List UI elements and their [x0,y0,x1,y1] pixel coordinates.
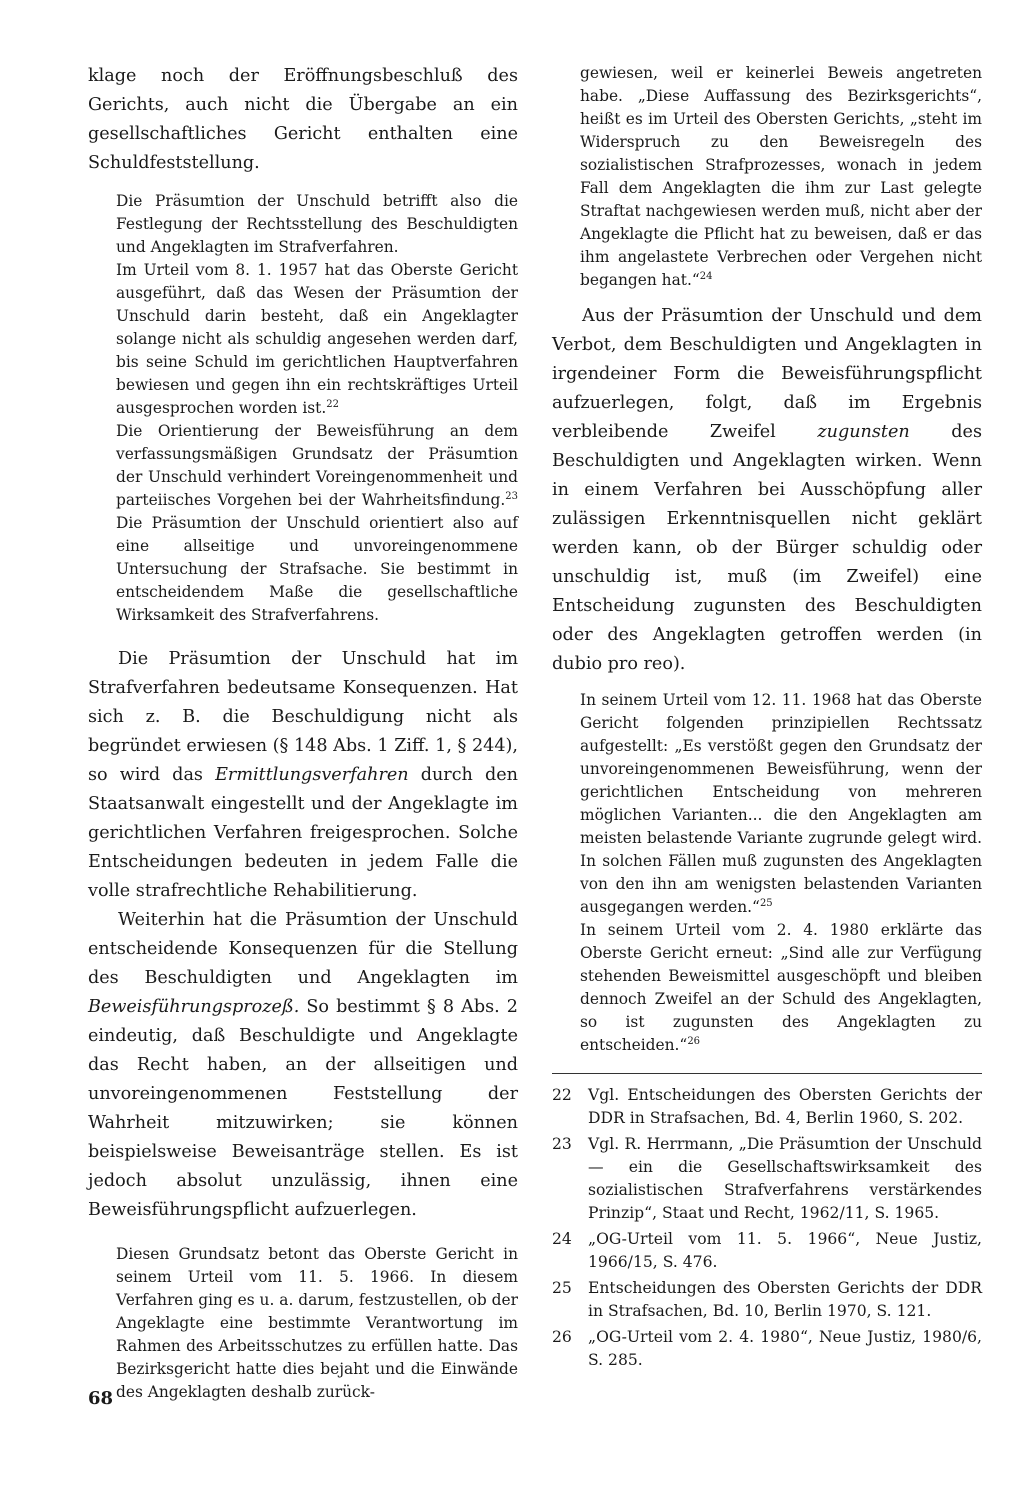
footnote [552,1084,982,1130]
emphasis: Ermittlungsverfahren [215,765,409,785]
emphasis: Beweisführungsprozeß. [88,997,300,1017]
footnote-ref: 25 [759,897,773,909]
paragraph-text: Im Urteil vom 8. 1. 1957 hat das Oberste Gericht ausgeführt, daß das Wesen der Präsumtion der Unschuld darin besteht, daß ein Angeklagter solange nicht als schuldig angesehen werden darf, bis seine Schuld im gerichtlichen Hauptverfahren bewiesen und gegen ihn ein rechtskräftiges Urteil ausgesprochen worden ist. [116,261,518,417]
indented-paragraph [552,689,982,919]
footnote-number: 23 [552,1135,572,1153]
footnote-text: „OG-Urteil vom 11. 5. 1966“, Neue Justiz, 1966/15, S. 476. [588,1230,982,1271]
page-number: 68 [88,1388,114,1409]
footnote-text: „OG-Urteil vom 2. 4. 1980“, Neue Justiz, 1980/6, S. 285. [588,1328,982,1369]
footnote-ref: 23 [505,490,518,502]
paragraph [88,645,518,906]
footnote-text: Vgl. Entscheidungen des Obersten Gerichts der DDR in Strafsachen, Bd. 4, Berlin 1960, S. 202. [588,1086,982,1127]
footnote-ref: 24 [699,270,713,282]
footnote [552,1277,982,1323]
paragraph [88,906,518,1225]
footnote-text: Vgl. R. Herrmann, „Die Präsumtion der Unschuld — ein die Gesellschaftswirksamkeit des sozialistischen Strafverfahrens verstärkendes Prinzip“, Staat und Recht, 1962/11, S. 1965. [588,1135,982,1222]
footnote [552,1133,982,1225]
paragraph: klage noch der Eröffnungsbeschluß des Gerichts, auch nicht die Übergabe an ein gesellschaftliches Gericht enthalten eine Schuldfeststellung. [88,66,518,173]
paragraph [552,302,982,679]
indented-paragraph [552,62,982,292]
footnote-ref: 26 [687,1035,701,1047]
footnote [552,1228,982,1274]
footnote-text: Entscheidungen des Obersten Gerichts der DDR in Strafsachen, Bd. 10, Berlin 1970, S. 121. [588,1279,982,1320]
left-column [88,62,518,1404]
paragraph-text: So bestimmt § 8 Abs. 2 eindeutig, daß Beschuldigte und Angeklagte das Recht haben, an der allseitigen und unvoreingenommenen Feststellung der Wahrheit mitzuwirken; sie können beispielsweise Beweisanträge stellen. Es ist jedoch absolut unzulässig, ihnen eine Beweisführungspflicht aufzuerlegen. [88,997,518,1220]
emphasis: zugunsten [817,422,910,442]
paragraph-text: Die Präsumtion der Unschuld orientiert also auf eine allseitige und unvoreingenommene Untersuchung der Strafsache. Sie bestimmt in entscheidendem Maße die gesellschaftliche Wirksamkeit des Strafverfahrens. [116,514,518,624]
paragraph-text: In seinem Urteil vom 12. 11. 1968 hat das Oberste Gericht folgenden prinzipiellen Rechtssatz aufgestellt: „Es verstößt gegen den Grundsatz der unvoreingenommenen Beweisführung, wenn der gerichtlichen Entscheidung von mehreren möglichen Varianten... die den Angeklagten am meisten belastende Variante zugrunde gelegt wird. In solchen Fällen muß zugunsten des Angeklagten von den ihn am wenigsten belastenden Varianten ausgegangen werden.“ [580,691,982,916]
footnote-number: 24 [552,1230,572,1248]
footnotes [552,1084,982,1372]
paragraph-text: durch den Staatsanwalt eingestellt und der Angeklagte im gerichtlichen Verfahren freigesprochen. Solche Entscheidungen bedeuten in jedem Falle die volle strafrechtliche Rehabilitierung. [88,765,518,901]
footnote-number: 22 [552,1086,572,1104]
paragraph-text: In seinem Urteil vom 2. 4. 1980 erklärte das Oberste Gericht erneut: „Sind alle zur Verfügung stehenden Beweismittel ausgeschöpft und bleiben dennoch Zweifel an der Schuld des Angeklagten, so ist zugunsten des Angeklagten zu entscheiden.“ [580,921,982,1054]
footnote-number: 25 [552,1279,572,1297]
paragraph-text: Aus der Präsumtion der Unschuld und dem Verbot, dem Beschuldigten und Angeklagten in irgendeiner Form die Beweisführungspflicht aufzuerlegen, folgt, daß im Ergebnis verbleibende Zweifel [552,306,982,442]
footnote [552,1326,982,1372]
right-column [552,62,982,1375]
indented-paragraph: Diesen Grundsatz betont das Oberste Gericht in seinem Urteil vom 11. 5. 1966. In diesem Verfahren ging es u. a. darum, festzustellen, ob der Angeklagte eine bestimmte Verantwortung im Rahmen des Arbeitsschutzes zu erfüllen hatte. Das Bezirksgericht hatte dies bejaht und die Einwände des Angeklagten deshalb zurück- [116,1245,518,1401]
footnote-divider [552,1073,982,1074]
footnote-ref: 22 [326,398,339,410]
paragraph-text: Die Präsumtion der Unschuld hat im Strafverfahren bedeutsame Konsequenzen. Hat sich z. B. die Beschuldigung nicht als begründet erwiesen (§ 148 Abs. 1 Ziff. 1, § 244), so wird das [88,649,518,785]
paragraph-text: Die Orientierung der Beweisführung an dem verfassungsmäßigen Grundsatz der Präsumtion der Unschuld verhindert Voreingenommenheit und parteiisches Vorgehen bei der Wahrheitsfindung. [116,422,518,509]
paragraph-text: gewiesen, weil er keinerlei Beweis angetreten habe. „Diese Auffassung des Bezirksgerichts“, heißt es im Urteil des Obersten Gerichts, „steht im Widerspruch zu den Beweisregeln des sozialistischen Strafprozesses, wonach in jedem Fall dem Angeklagten die ihm zur Last gelegte Straftat nachgewiesen werden muß, nicht aber der Angeklagte die Pflicht hat zu beweisen, daß er das ihm angelastete Verbrechen oder Vergehen nicht begangen hat.“ [580,64,982,289]
indented-paragraph: Die Präsumtion der Unschuld betrifft also die Festlegung der Rechtsstellung des Beschuldigten und Angeklagten im Strafverfahren. [116,192,518,256]
paragraph-text: Weiterhin hat die Präsumtion der Unschuld entscheidende Konsequenzen für die Stellung des Beschuldigten und Angeklagten im [88,910,518,988]
indented-paragraph [88,259,518,420]
footnote-number: 26 [552,1328,572,1346]
indented-paragraph [88,420,518,627]
paragraph-text: des Beschuldigten und Angeklagten wirken. Wenn in einem Verfahren bei Ausschöpfung aller zulässigen Erkenntnisquellen nicht geklärt werden kann, ob der Bürger schuldig oder unschuldig ist, muß (im Zweifel) eine Entscheidung zugunsten des Beschuldigten oder des Angeklagten getroffen werden (in dubio pro reo). [552,422,982,674]
indented-paragraph [552,919,982,1057]
